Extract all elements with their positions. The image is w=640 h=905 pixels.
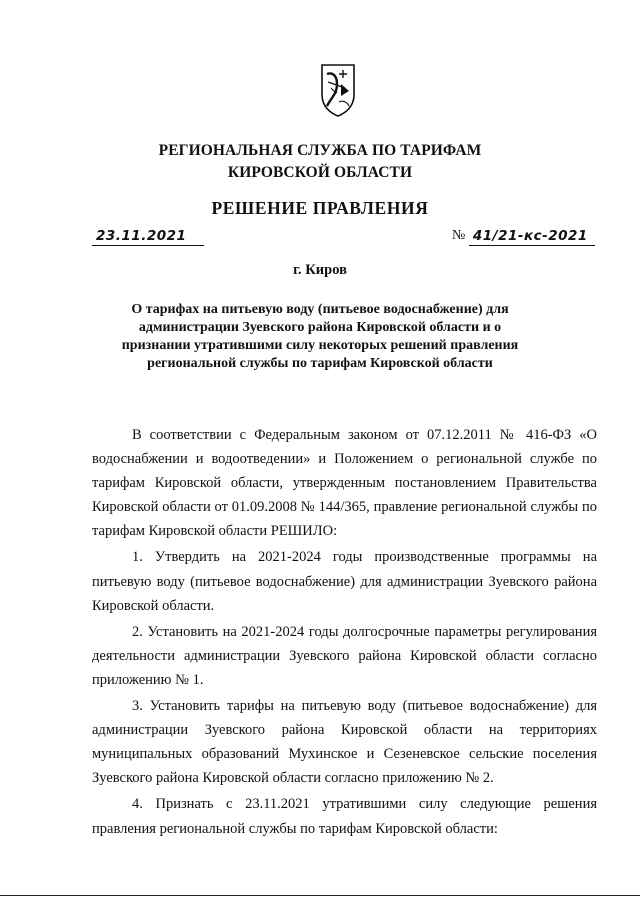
intro-paragraph: В соответствии с Федеральным законом от 07.12.2011 № 416-ФЗ «О водоснабжении и водоотведении» и Положением о региональной службе по тарифам Кировской области, утвержденным постановлением Правительства Кировской области от 01.09.2008 № 144/365, правление региональной службы по тарифам Кировской области РЕШИЛО: <box>92 427 597 540</box>
page-bottom-rule <box>0 895 640 896</box>
item-1-paragraph: 1. Утвердить на 2021-2024 годы производственные программы на питьевую воду (питьевое водоснабжение) для администрации Зуевского района Кировской области. <box>92 549 597 614</box>
subject-line-3: признании утратившими силу некоторых решений правления <box>121 338 519 353</box>
decision-body <box>92 423 597 843</box>
subject-line-4: региональной службы по тарифам Кировской области <box>147 356 493 371</box>
decision-number: 41/21-кс-2021 <box>469 226 595 246</box>
coat-of-arms-icon <box>319 62 357 118</box>
decision-number-block <box>452 226 595 246</box>
item-2-paragraph: 2. Установить на 2021-2024 годы долгосрочные параметры регулирования деятельности администрации Зуевского района Кировской области согласно приложению № 1. <box>92 623 597 688</box>
item-3-paragraph: 3. Установить тарифы на питьевую воду (питьевое водоснабжение) для администрации Зуевского района Кировской области на территориях муниципальных образований Мухинское и Сезеневское сельские поселения Зуевского района Кировской области согласно приложению № 2. <box>92 698 597 787</box>
decision-title: РЕШЕНИЕ ПРАВЛЕНИЯ <box>211 198 429 218</box>
subject-line-2: администрации Зуевского района Кировской области и о <box>138 320 502 335</box>
org-line-1: РЕГИОНАЛЬНАЯ СЛУЖБА ПО ТАРИФАМ <box>158 142 482 159</box>
subject-line-1: О тарифах на питьевую воду (питьевое водоснабжение) для <box>131 302 509 317</box>
org-line-2: КИРОВСКОЙ ОБЛАСТИ <box>227 164 413 181</box>
decision-date: 23.11.2021 <box>92 226 204 246</box>
number-sign: № <box>452 228 466 243</box>
item-4-paragraph: 4. Признать с 23.11.2021 утратившими силу следующие решения правления региональной службы по тарифам Кировской области: <box>92 796 597 837</box>
city: г. Киров <box>293 262 347 278</box>
decision-subject <box>80 301 560 373</box>
organization-name <box>0 140 640 184</box>
